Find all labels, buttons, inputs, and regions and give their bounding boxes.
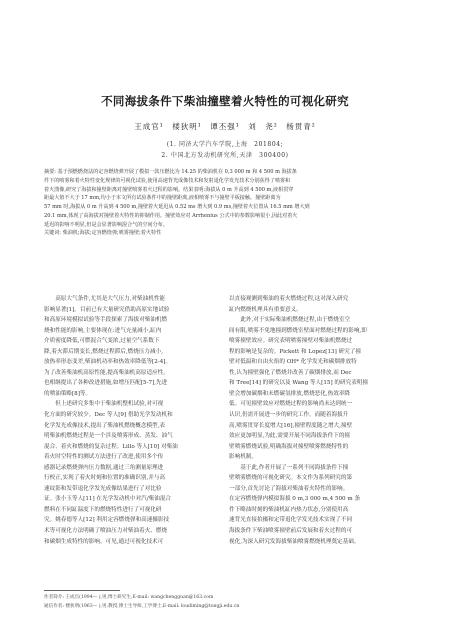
body-text-line: 速纹影和发带退化学发光成像结果进行了对比验 bbox=[44, 485, 162, 492]
body-text-line: 性,认为撞壁强化了燃烧并改善了碳烟排放,而 Dec bbox=[229, 369, 352, 376]
body-text-line: 海拔条件下柴油喷雾撞壁前后发展和着火过程的可 bbox=[229, 528, 353, 535]
abstract-line: 20.1 mm,体现了高海拔对撞壁着火特性的抑制作用。撞壁效应对 Arrhenius 公式中的参数影响很小,因此对着火 bbox=[44, 212, 298, 219]
body-text-line: 证。张小玉等人[11] 在光学发动机中对汽/柴油混合 bbox=[44, 496, 172, 503]
abstract-line: 延迟的影响不明显,但是会显著影响混合气的空间分布。 bbox=[44, 221, 168, 228]
body-text-line: 件下略油时刻的柴油机缸内热力状态,分别使用高 bbox=[229, 506, 349, 513]
body-text-line: 化方面的研究较少。Dec 等人[9] 借助光学发动机和 bbox=[44, 412, 173, 419]
body-text-line: 壁对低温和自由火焰的 OH* 化学发光和碳烟排放特 bbox=[229, 359, 357, 366]
abstract-line: 着火图像,研究了海拔和撞壁距离对撞壁喷雾着火过程的影响。结果表明:海拔从 0 m 升高到 4 500 m,液相贯穿 bbox=[44, 186, 294, 193]
body-text-line: 和 Tree[14] 的研究以及 Wang 等人[15] 的研究表明撞 bbox=[229, 380, 368, 387]
abstract-line: 距最大值不大于 17 mm,均小于本文所有试验条件中的撞壁距离,液相喷雾不与撞壁平板接触。撞壁距离为 bbox=[44, 195, 281, 202]
abstract-line: 57 mm 时,海拔从 0 m 升高到 4 500 m,撞壁着火延迟从 0.52 ms 增大到 0.9 ms,撞壁着火位置从 16.5 mm 增大到 bbox=[44, 204, 310, 210]
body-text-line: 和高原环境模拟试验等手段探索了海拔对柴油机燃 bbox=[44, 317, 168, 324]
body-text-line: 程的影响是复杂的。Pickett 和 Lopez[13] 研究了撞 bbox=[229, 348, 361, 355]
body-text-line: 高,喷雾贯穿长度增大[16],撞壁程度随之增大,撞壁 bbox=[229, 422, 353, 429]
abstract-line: 件下的喷雾和着火特性变化规律的可视化试验,使用高速背光成像技术和发射退化学发光技术分别获得了喷雾和 bbox=[44, 177, 291, 184]
body-text-line: 此外,对于实际柴油机燃烧过程,由于燃烧室空 bbox=[229, 317, 351, 324]
body-text-line: 壁喷雾燃烧的可视化研究。本文作为系列研究的第 bbox=[229, 475, 353, 482]
abstract bbox=[44, 168, 410, 238]
author-list: 王成官¹ 楼狄明¹ 谭丕强¹ 刘 尧² 杨贯青² bbox=[134, 122, 316, 131]
body-text-line: 影响显著[1]。目前已有大量研究借助高原实地试验 bbox=[44, 306, 170, 313]
body-text-line: 混合、着火和燃烧的复杂过程。Lillo 等人[10] 对柴油 bbox=[44, 443, 178, 450]
body-text-line: 也相继提出了各种改进措施,如增压匹配[5-7],先进 bbox=[44, 380, 168, 387]
body-text-line: 速背光直接拍摄和定带退化学发光技术实现了不同 bbox=[229, 517, 353, 524]
footnote-corresponding-author: 通信作者: 楼狄明(1963— ),男,教授,博士生导师,工学博士,E-mail: loudiming@tongji.edu.cn bbox=[44, 604, 240, 609]
body-text-line: 降,着火滞后期变长,燃烧过程滞后,燃烧压力减小, bbox=[44, 348, 163, 355]
body-text-line: 着火时空特性的测试方法进行了改进,使用多个传 bbox=[44, 454, 164, 461]
body-text-line: 在定容燃烧弹内模拟海拔 0 m,3 000 m,4 500 m 条 bbox=[229, 496, 361, 503]
footnote-author-info: 作者简介: 王成官(1994— ),男,博士研究生,E-mail: wangchengguan@163.com bbox=[44, 595, 214, 600]
body-text-line: 烧和性能的影响,主要体现在:进气充量减小,缸内 bbox=[44, 327, 162, 334]
body-text-line: 高原大气条件,尤其是大气压力,对柴油机性能 bbox=[44, 296, 166, 302]
body-text-line: 燃料在不同缸温度下的燃烧特性进行了可视化研 bbox=[44, 506, 162, 513]
body-text-line: 明柴油机燃烧过程是一个涉及喷雾形成、蒸发、油气 bbox=[44, 433, 173, 440]
body-text-line: 化学发光成像技术,提出了柴油机燃烧概念模型,表 bbox=[44, 422, 166, 429]
abstract-line: 摘要: 基于预燃燃烧法的定容燃烧弹开展了模拟一款压燃比为 14.25 的柴油机在 0,3 000 m 和 4 500 m 海拔条 bbox=[44, 169, 297, 175]
body-text-line: 视化,为深入研究发海拔柴油喷雾燃烧机理奠定基础。 bbox=[229, 538, 360, 545]
body-text-line: 壁会增加碳烟和未燃碳氢排放,燃烧恶化,热效率降 bbox=[229, 390, 351, 397]
body-text-line: 行校正,实现了着火时刻和位置的准确识别,并与高 bbox=[44, 475, 166, 482]
body-text-line: 效应更加明显,为此,需要开展不同海拔条件下的撞 bbox=[229, 433, 351, 440]
footnote-divider bbox=[44, 590, 120, 591]
body-text-line: 认识,仍需开展进一步的研究工作。而随着海拔升 bbox=[229, 412, 349, 419]
body-text-line: 介质密度降低,可燃混合气变浓,过量空气系数下 bbox=[44, 338, 160, 345]
body-column-left bbox=[44, 294, 227, 547]
body-text-line: 的喷油策略[8]等。 bbox=[44, 390, 92, 397]
body-text-line: 以直接观测到柴油的着火燃烧过程,这对深入研究 bbox=[229, 296, 349, 302]
body-text-line: 壁喷雾燃烧试验,明确海拔对撞壁喷雾燃烧特性的 bbox=[229, 443, 349, 450]
body-text-line: 但上述研究多集中于柴油机整机试验,对可视 bbox=[44, 401, 164, 408]
body-text-line: 间有限,喷雾不免地撞到燃烧室壁面对燃烧过程的影响,即 bbox=[229, 327, 367, 334]
body-text-line: 和碳烟生成特性的影响。可见,通过可视化技术可 bbox=[44, 538, 164, 545]
body-text-line: 基于此,作者开展了一系列不同海拔条件下撞 bbox=[229, 464, 349, 471]
paper-title: 不同海拔条件下柴油撞壁着火特性的可视化研究 bbox=[101, 94, 349, 108]
body-text-line: 放热率形态变差,柴油机功率和热效率降低等[2-4]。 bbox=[44, 359, 172, 366]
body-text-line: 一部分,首先讨论了海拔对柴油着火特性的影响。 bbox=[229, 485, 349, 492]
body-text-line: 为了改善柴油机高原性能,提高柴油机高原适应性, bbox=[44, 369, 166, 376]
affiliation-1: (1. 同济大学汽车学院,上海 201804; bbox=[166, 141, 284, 148]
body-text-line: 感器记录燃烧弹内压力数据,通过三角测量原理进 bbox=[44, 464, 164, 471]
body-text-line: 术等可视化方法明确了喷油压力对柴油着火、燃烧 bbox=[44, 528, 168, 535]
body-text-line: 低。可见撞壁效应对燃烧过程的影响尚未达到统一 bbox=[229, 401, 353, 408]
abstract-line: 关键词: 柴油机;海拔;定容燃烧弹;喷雾撞壁;着火特性 bbox=[44, 230, 162, 237]
body-text-line: 影响机制。 bbox=[229, 454, 257, 461]
body-column-right bbox=[229, 294, 412, 547]
affiliation-2: 2. 中国北方发动机研究所,天津 300400) bbox=[161, 152, 289, 159]
body-text-line: 缸内燃烧机理具有重要意义。 bbox=[229, 306, 302, 313]
body-text-line: 究。姚春德等人[12] 利用定容燃烧弹和高速摄影技 bbox=[44, 517, 170, 524]
body-text-line: 喷雾撞壁效应。研究表明喷雾撞壁对柴油机燃烧过 bbox=[229, 338, 353, 345]
